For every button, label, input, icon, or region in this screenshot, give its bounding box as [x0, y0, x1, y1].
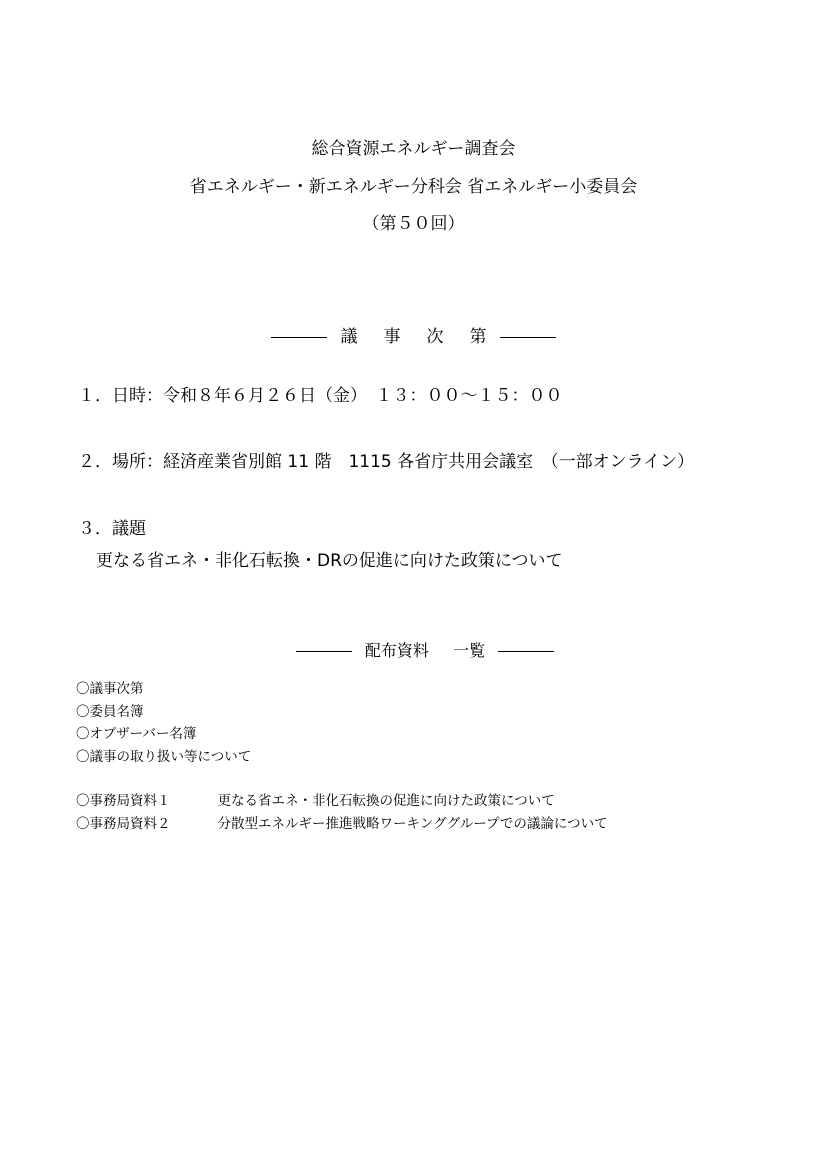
list-item: [76, 701, 608, 724]
topic-text: 更なる省エネ・非化石転換・DRの促進に向けた政策について: [96, 551, 563, 571]
materials-list: [76, 678, 608, 835]
materials-rule-left: [296, 651, 352, 652]
material-doc-name-1: 事務局資料２: [89, 815, 171, 832]
location-value: 経済産業省別館 11 階 1115 各省庁共用会議室 （一部オンライン）: [163, 452, 695, 472]
material-general-1: 委員名簿: [89, 703, 144, 720]
location-label: ２．場所：: [78, 452, 163, 472]
materials-heading-right: 一覧: [453, 641, 486, 660]
material-doc-title-0: 更なる省エネ・非化石転換の促進に向けた政策について: [217, 793, 555, 809]
datetime-value: 令和８年６月２６日（金） １３：００～１５：００: [163, 386, 563, 406]
materials-rule-right: [498, 651, 554, 652]
agenda-heading-text: 議事次第: [340, 327, 513, 347]
circle-bullet: 〇: [76, 703, 90, 720]
session-number: （第５０回）: [362, 214, 465, 234]
list-item: [76, 746, 608, 769]
list-item: [76, 678, 608, 701]
list-item: [76, 723, 608, 746]
materials-heading: [0, 640, 827, 662]
list-item: [76, 790, 608, 813]
material-general-2: オブザーバー名簿: [89, 726, 197, 742]
topic-label: ３．議題: [78, 519, 146, 539]
agenda-item-datetime: [78, 385, 563, 407]
agenda-item-topic: [78, 518, 146, 540]
circle-bullet: 〇: [76, 726, 90, 742]
heading-rule-right: [500, 337, 556, 338]
agenda-item-location: [78, 451, 694, 473]
circle-bullet: 〇: [76, 793, 90, 809]
circle-bullet: 〇: [76, 681, 90, 697]
materials-heading-left: 配布資料: [364, 641, 429, 660]
material-doc-title-1: 分散型エネルギー推進戦略ワーキンググループでの議論について: [217, 815, 608, 832]
material-general-3: 議事の取り扱い等について: [89, 748, 252, 765]
material-general-0: 議事次第: [89, 681, 144, 697]
circle-bullet: 〇: [76, 748, 90, 765]
datetime-label: １．日時：: [78, 386, 163, 406]
heading-rule-left: [271, 337, 327, 338]
agenda-heading: [0, 326, 827, 348]
circle-bullet: 〇: [76, 815, 90, 832]
list-item: [76, 813, 608, 836]
material-doc-name-0: 事務局資料１: [89, 793, 171, 809]
committee-title: 省エネルギー・新エネルギー分科会 省エネルギー小委員会: [189, 177, 638, 197]
council-title: 総合資源エネルギー調査会: [311, 139, 516, 159]
